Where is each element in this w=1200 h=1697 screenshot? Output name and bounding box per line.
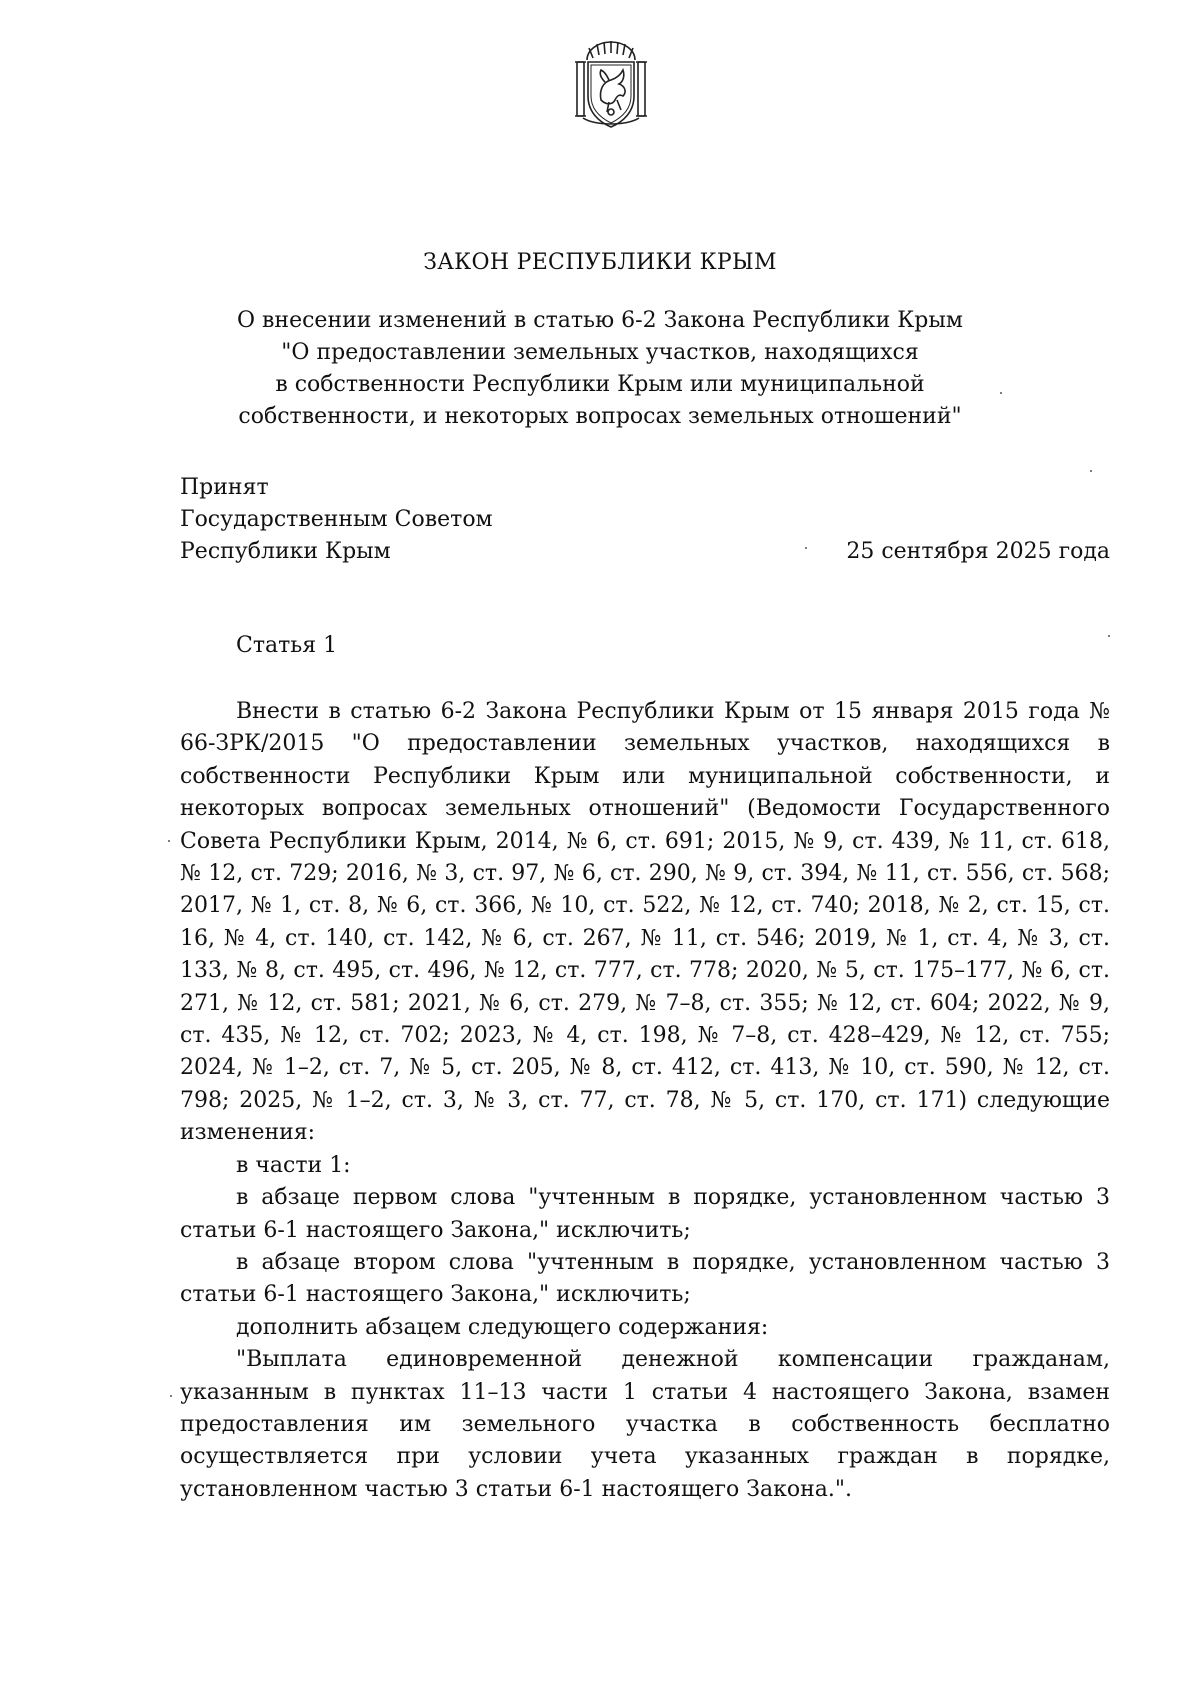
law-title: ЗАКОН РЕСПУБЛИКИ КРЫМ: [423, 250, 777, 275]
scan-speck: [170, 1395, 172, 1397]
article-paragraph: дополнить абзацем следующего содержания:: [236, 1314, 769, 1340]
article-paragraph: в части 1:: [236, 1152, 351, 1178]
subtitle-line: собственности, и некоторых вопросах земельных отношений": [238, 404, 962, 429]
scan-speck: [1108, 635, 1110, 637]
scan-speck: [1000, 392, 1002, 394]
adoption-block: [180, 472, 493, 568]
law-subtitle: [200, 305, 1000, 433]
coat-of-arms-icon: [573, 38, 649, 130]
subtitle-line: "О предоставлении земельных участков, находящихся: [281, 340, 919, 365]
subtitle-line: О внесении изменений в статью 6-2 Закона Республики Крым: [237, 308, 963, 333]
article-heading: Статья 1: [236, 633, 338, 658]
article-paragraph: "Выплата единовременной денежной компенсации гражданам, указанным в пунктах 11–13 части 1 статьи 4 настоящего Закона, взамен предоставления им земельного участка в собственность бесплатно осуществляется при условии учета указанных граждан в порядке, установленном частью 3 статьи 6-1 настоящего Закона.".: [180, 1347, 1110, 1502]
adoption-date: 25 сентября 2025 года: [846, 539, 1110, 564]
article-paragraph: в абзаце втором слова "учтенным в порядке, установленном частью 3 статьи 6-1 настоящего Закона," исключить;: [180, 1249, 1110, 1308]
scan-speck: [168, 840, 170, 842]
scan-speck: [805, 547, 807, 549]
article-body: [180, 696, 1110, 1506]
adoption-line: Государственным Советом: [180, 507, 493, 532]
adoption-line: Принят: [180, 475, 269, 500]
subtitle-line: в собственности Республики Крым или муниципальной: [275, 372, 925, 397]
article-paragraph: в абзаце первом слова "учтенным в порядке, установленном частью 3 статьи 6-1 настоящего Закона," исключить;: [180, 1185, 1110, 1243]
scan-speck: [1090, 470, 1092, 472]
article-paragraph: Внести в статью 6-2 Закона Республики Крым от 15 января 2015 года № 66-ЗРК/2015 "О предоставлении земельных участков, находящихся в собственности Республики Крым или муниципальной собственности, и некоторых вопросах земельных отношений" (Ведомости Государственного Совета Республики Крым, 2014, № 6, ст. 691; 2015, № 9, ст. 439, № 11, ст. 618, № 12, ст. 729; 2016, № 3, ст. 97, № 6, ст. 290, № 9, ст. 394, № 11, ст. 556, ст. 568; 2017, № 1, ст. 8, № 6, ст. 366, № 10, ст. 522, № 12, ст. 740; 2018, № 2, ст. 15, ст. 16, № 4, ст. 140, ст. 142, № 6, ст. 267, № 11, ст. 546; 2019, № 1, ст. 4, № 3, ст. 133, № 8, ст. 495, ст. 496, № 12, ст. 777, ст. 778; 2020, № 5, ст. 175–177, № 6, ст. 271, № 12, ст. 581; 2021, № 6, ст. 279, № 7–8, ст. 355; № 12, ст. 604; 2022, № 9, ст. 435, № 12, ст. 702; 2023, № 4, ст. 198, № 7–8, ст. 428–429, № 12, ст. 755; 2024, № 1–2, ст. 7, № 5, ст. 205, № 8, ст. 412, ст. 413, № 10, ст. 590, № 12, ст. 798; 2025, № 1–2, ст. 3, № 3, ст. 77, ст. 78, № 5, ст. 170, ст. 171) следующие изменения:: [180, 699, 1110, 1146]
adoption-line: Республики Крым: [180, 539, 391, 564]
